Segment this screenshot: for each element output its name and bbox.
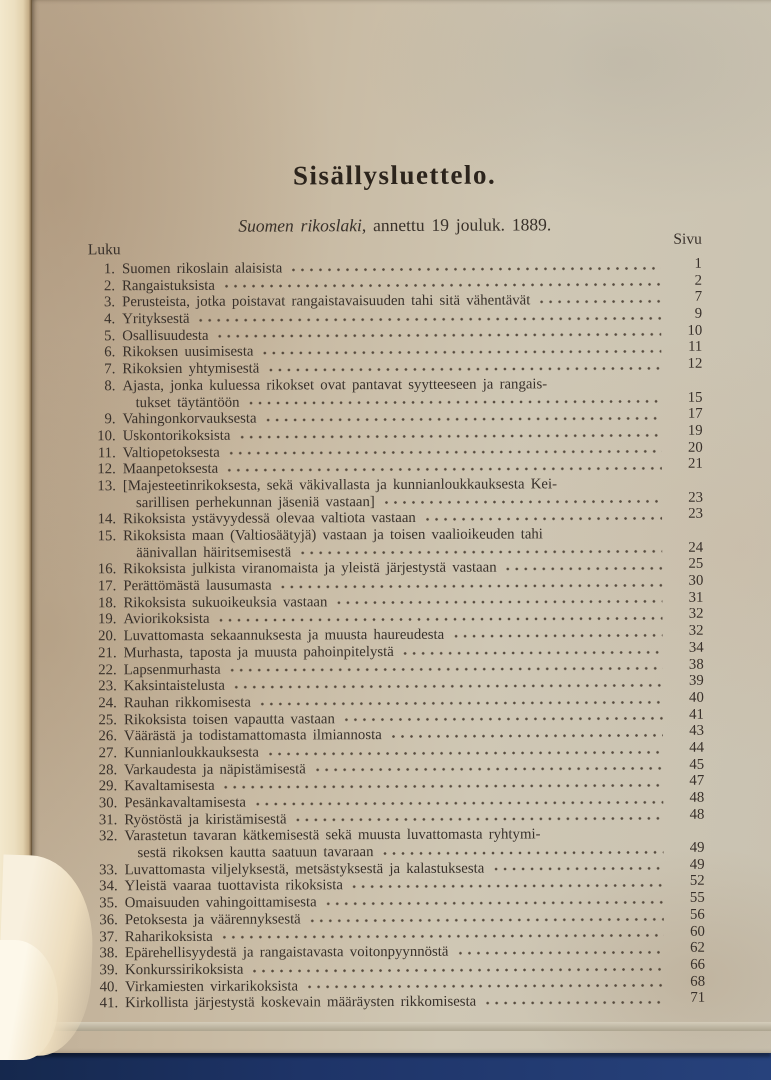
chapter-title: äänivallan häiritsemisestä bbox=[136, 544, 292, 561]
page-number: 43 bbox=[689, 722, 705, 739]
page-number: 66 bbox=[690, 956, 706, 973]
chapter-title: Väärästä ja todistamattomasta ilmiannosta bbox=[123, 727, 382, 745]
chapter-number: 17. bbox=[97, 578, 117, 595]
leader-dots bbox=[324, 897, 664, 909]
leader-dots bbox=[455, 947, 664, 959]
chapter-number: 37. bbox=[99, 928, 118, 945]
chapter-title: Petoksesta ja väärennyksestä bbox=[124, 911, 301, 928]
subtitle-work-title: Suomen rikoslaki bbox=[238, 215, 362, 236]
book-subtitle bbox=[88, 213, 702, 238]
chapter-title: Rikoksista julkista viranomaista ja yleistä järjestystä vastaan bbox=[123, 559, 497, 578]
page-number: 52 bbox=[689, 873, 705, 890]
page-number: 7 bbox=[694, 289, 703, 306]
chapter-title: Osallisuudesta bbox=[122, 327, 209, 344]
leader-dots bbox=[222, 780, 664, 793]
chapter-title: Varkaudesta ja näpistämisestä bbox=[124, 761, 306, 778]
leader-dots bbox=[504, 563, 663, 575]
chapter-title: Rikoksista sukuoikeuksia vastaan bbox=[123, 594, 328, 611]
page-number: 60 bbox=[690, 923, 705, 940]
page-number: 21 bbox=[687, 455, 703, 472]
leader-dots bbox=[451, 630, 662, 642]
chapter-title: Maanpetoksesta bbox=[122, 461, 219, 478]
chapter-number: 30. bbox=[98, 795, 118, 812]
chapter-title: Omaisuuden vahingoittamisesta bbox=[124, 894, 317, 912]
chapter-number: 7. bbox=[104, 361, 116, 378]
leader-dots bbox=[266, 746, 663, 759]
leader-dots bbox=[289, 263, 661, 276]
leader-dots bbox=[294, 813, 664, 826]
chapter-title: Perusteista, jotka poistavat rangaistavaisuuden tahi sitä vähentävät bbox=[122, 292, 531, 311]
leader-dots bbox=[253, 797, 663, 810]
leader-dots bbox=[232, 680, 663, 693]
chapter-title: Rikoksien yhtymisestä bbox=[122, 360, 260, 378]
chapter-number: 34. bbox=[99, 878, 118, 895]
page-number: 17 bbox=[687, 405, 703, 422]
chapter-number: 24. bbox=[98, 695, 117, 712]
page-number: 32 bbox=[688, 606, 704, 623]
page-number: 20 bbox=[687, 439, 703, 456]
chapter-title: Lapsenmurhasta bbox=[123, 661, 221, 678]
chapter-title: Virkamiesten virkarikoksista bbox=[125, 977, 299, 995]
page-number: 68 bbox=[690, 973, 706, 990]
page-number: 19 bbox=[687, 422, 703, 439]
leader-dots bbox=[197, 313, 662, 326]
chapter-number: 14. bbox=[97, 511, 117, 528]
page-number: 23 bbox=[688, 505, 704, 523]
page-number: 31 bbox=[688, 589, 704, 606]
leader-dots bbox=[305, 980, 664, 993]
chapter-number: 25. bbox=[98, 711, 117, 728]
leader-dots bbox=[250, 963, 664, 976]
chapter-number: 19. bbox=[97, 611, 117, 628]
chapter-title: Luvattomasta viljelyksestä, metsästyksestä ja kalastuksesta bbox=[124, 860, 485, 878]
chapter-title: Aviorikoksista bbox=[123, 611, 210, 628]
leader-dots bbox=[264, 413, 662, 426]
leader-dots bbox=[227, 446, 662, 459]
page-number: 15 bbox=[687, 389, 703, 406]
chapter-title: Perättömästä lausumasta bbox=[123, 577, 272, 595]
chapter-title: Pesänkavaltamisesta bbox=[124, 794, 246, 812]
leader-dots bbox=[216, 329, 662, 342]
leader-dots bbox=[222, 279, 661, 292]
chapter-number: 12. bbox=[97, 461, 116, 478]
chapter-title: Yleistä vaaraa tuottavista rikoksista bbox=[124, 877, 343, 895]
book-page bbox=[31, 0, 771, 1053]
leader-dots bbox=[228, 663, 663, 676]
chapter-title: Luvattomasta sekaannuksesta ja muusta haureudesta bbox=[123, 626, 445, 645]
chapter-number: 28. bbox=[98, 761, 118, 778]
page-number: 25 bbox=[688, 556, 704, 573]
leader-dots bbox=[389, 730, 663, 742]
page-number: 38 bbox=[688, 656, 704, 673]
chapter-title: Rikoksista ystävyydessä olevaa valtiota vastaan bbox=[123, 510, 416, 528]
chapter-number: 13. bbox=[97, 478, 116, 495]
leader-dots bbox=[260, 346, 661, 359]
leader-dots bbox=[380, 847, 663, 859]
chapter-number: 4. bbox=[104, 311, 116, 328]
leader-dots bbox=[220, 930, 664, 943]
page-number: 49 bbox=[689, 856, 705, 873]
chapter-title: Valtiopetoksesta bbox=[122, 444, 220, 461]
page-number: 45 bbox=[689, 756, 705, 773]
chapter-number: 31. bbox=[98, 811, 118, 828]
leader-dots bbox=[247, 396, 662, 409]
leader-dots bbox=[342, 713, 663, 725]
toc-row bbox=[91, 989, 706, 1012]
chapter-title: Suomen rikoslain alaisista bbox=[121, 260, 283, 278]
page-number: 32 bbox=[688, 622, 704, 639]
page-number: 71 bbox=[690, 989, 706, 1006]
page-number: 48 bbox=[689, 806, 705, 823]
page-number: 40 bbox=[689, 689, 704, 706]
chapter-number: 23. bbox=[98, 678, 117, 695]
chapter-title: sestä rikoksen kautta saatuun tavaraan bbox=[137, 844, 374, 862]
chapter-number: 10. bbox=[97, 428, 116, 445]
leader-dots bbox=[225, 463, 662, 476]
page-content bbox=[87, 0, 705, 1012]
leader-dots bbox=[401, 646, 663, 658]
chapter-number: 32. bbox=[98, 828, 118, 845]
chapter-number: 15. bbox=[97, 528, 117, 545]
chapter-number: 38. bbox=[99, 945, 118, 962]
leader-dots bbox=[423, 513, 662, 525]
chapter-title: Vahingonkorvauksesta bbox=[122, 410, 257, 428]
chapter-title: Raharikoksista bbox=[124, 928, 213, 945]
leader-dots bbox=[313, 763, 663, 776]
chapter-number: 1. bbox=[103, 261, 116, 278]
page-number: 55 bbox=[689, 889, 705, 906]
page-number: 34 bbox=[688, 639, 704, 656]
chapter-title: Kaksintaistelusta bbox=[123, 677, 225, 695]
chapter-title: Uskontorikoksista bbox=[122, 427, 231, 445]
chapter-number: 33. bbox=[99, 861, 118, 879]
page-number: 62 bbox=[690, 939, 705, 956]
chapter-title: sarillisen perhekunnan jäseniä vastaan] bbox=[135, 493, 375, 511]
page-number: 23 bbox=[688, 489, 704, 506]
page-number: 44 bbox=[689, 739, 705, 756]
column-headers bbox=[87, 230, 702, 260]
chapter-number: 36. bbox=[99, 912, 118, 929]
chapter-number: 20. bbox=[98, 628, 117, 645]
chapter-number: 21. bbox=[98, 645, 117, 662]
chapter-title: Rikoksen uusimisesta bbox=[122, 344, 254, 361]
chapter-title: Ryöstöstä ja kiristämisestä bbox=[124, 811, 287, 828]
chapter-title: Konkurssirikoksista bbox=[124, 961, 244, 979]
page-number: 47 bbox=[689, 772, 705, 790]
leader-dots bbox=[483, 997, 664, 1009]
leader-dots bbox=[237, 429, 661, 442]
chapter-title: tukset täytäntöön bbox=[135, 394, 240, 411]
chapter-title: Yrityksestä bbox=[122, 310, 190, 328]
chapter-number: 3. bbox=[103, 294, 116, 311]
chapter-number: 6. bbox=[104, 344, 116, 361]
leader-dots bbox=[266, 363, 661, 376]
chapter-title: Ajasta, jonka kuluessa rikokset ovat pantavat syytteeseen ja rangais- bbox=[122, 376, 548, 395]
chapter-number: 2. bbox=[103, 277, 116, 294]
page-bottom-edge bbox=[31, 1022, 771, 1031]
leader-dots bbox=[258, 696, 663, 709]
leader-dots bbox=[382, 496, 662, 508]
chapter-number: 8. bbox=[104, 378, 116, 395]
page-title: Sisällysluettelo. bbox=[292, 159, 497, 191]
chapter-title: Kirkollista järjestystä koskevain määräysten rikkomisesta bbox=[125, 993, 477, 1012]
chapter-number: 9. bbox=[104, 411, 116, 428]
chapter-number: 16. bbox=[97, 561, 117, 578]
leader-dots bbox=[308, 913, 664, 926]
page-number: 56 bbox=[689, 906, 705, 923]
column-header-sivu: Sivu bbox=[673, 230, 702, 248]
leader-dots bbox=[350, 880, 664, 892]
chapter-title: Rikoksista maan (Valtiosäätyjä) vastaan ja toisen vaalioikeuden tahi bbox=[123, 526, 543, 545]
page-number: 1 bbox=[694, 255, 702, 272]
chapter-title: [Majesteetinrikoksesta, sekä väkivallasta ja kunnianloukkauksesta Kei- bbox=[122, 476, 558, 495]
page-number: 11 bbox=[688, 339, 703, 356]
page-number: 9 bbox=[694, 305, 703, 322]
chapter-title: Rauhan rikkomisesta bbox=[123, 694, 251, 712]
chapter-number: 39. bbox=[99, 962, 119, 979]
chapter-number: 26. bbox=[98, 728, 118, 745]
chapter-title: Varastetun tavaran kätkemisestä sekä muusta luvattomasta ryhtymi- bbox=[124, 826, 541, 845]
chapter-number: 5. bbox=[104, 327, 116, 345]
chapter-title: Rangaistuksista bbox=[122, 277, 215, 294]
leader-dots bbox=[279, 580, 663, 593]
page-number: 12 bbox=[687, 355, 703, 372]
chapter-number: 27. bbox=[98, 745, 118, 762]
page-number: 10 bbox=[687, 322, 703, 339]
leader-dots bbox=[298, 546, 662, 559]
chapter-number: 22. bbox=[98, 661, 117, 678]
leader-dots bbox=[537, 296, 661, 308]
chapter-number: 35. bbox=[99, 895, 118, 912]
page-number: 30 bbox=[688, 572, 704, 589]
chapter-number: 11. bbox=[97, 444, 116, 461]
leader-dots bbox=[334, 596, 662, 608]
page-number: 41 bbox=[689, 706, 704, 723]
page-number: 49 bbox=[689, 839, 705, 856]
subtitle-rest: , annettu 19 jouluk. 1889. bbox=[361, 214, 552, 236]
toc-list bbox=[88, 255, 706, 1013]
page-number: 24 bbox=[688, 539, 704, 556]
chapter-number: 29. bbox=[98, 778, 118, 795]
leader-dots bbox=[217, 613, 663, 626]
chapter-title: Kunnianloukkauksesta bbox=[124, 744, 259, 762]
page-number: 48 bbox=[689, 789, 705, 806]
column-header-luku: Luku bbox=[87, 241, 121, 259]
page-number: 2 bbox=[694, 272, 703, 289]
chapter-number: 41. bbox=[99, 995, 119, 1012]
leader-dots bbox=[491, 863, 663, 875]
chapter-number: 18. bbox=[97, 594, 117, 612]
chapter-number: 40. bbox=[99, 978, 119, 995]
chapter-title: Murhasta, taposta ja muusta pahoinpitelystä bbox=[123, 643, 394, 662]
chapter-title: Rikoksista toisen vapautta vastaan bbox=[123, 710, 335, 728]
chapter-title: Epärehellisyydestä ja rangaistavasta voitonpyynnöstä bbox=[124, 943, 449, 962]
chapter-title: Kavaltamisesta bbox=[124, 778, 215, 795]
page-number: 39 bbox=[688, 672, 704, 689]
